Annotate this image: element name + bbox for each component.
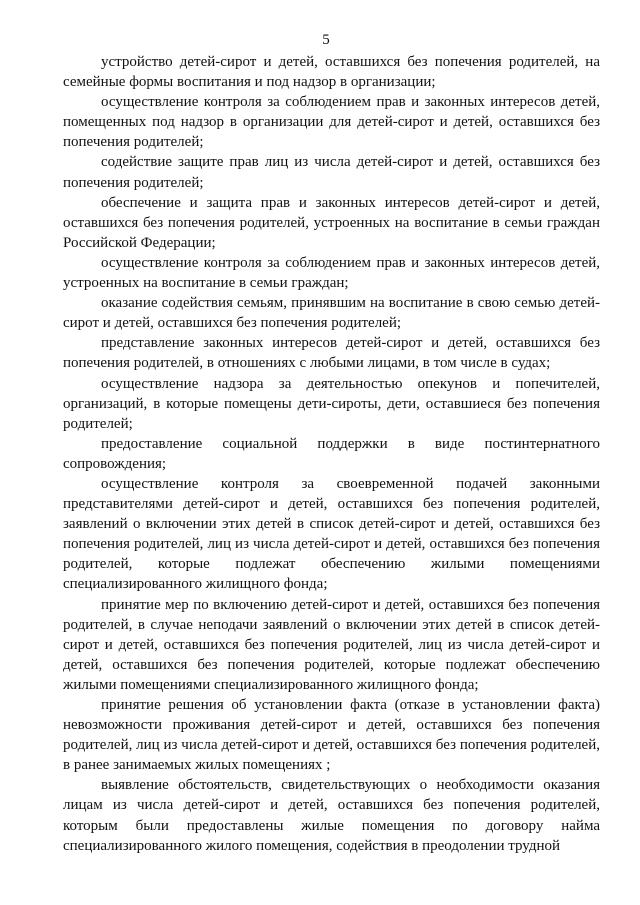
paragraph: осуществление контроля за соблюдением прав и законных интересов детей, устроенных на воспитание в семьи граждан; (63, 254, 600, 292)
paragraph: осуществление контроля за своевременной подачей законными представителями детей-сирот и детей, оставшихся без попечения родителей, заявлений о включении этих детей в список детей-сирот и детей, оставшихся без попечения родителей, лиц из числа детей-сирот и детей, оставшихся без попечения родителей, которые подлежат обеспечению жилыми помещениями специализированного жилищного фонда; (63, 475, 600, 593)
paragraph: оказание содействия семьям, принявшим на воспитание в свою семью детей-сирот и детей, оставшихся без попечения родителей; (63, 295, 600, 332)
paragraph: осуществление надзора за деятельностью опекунов и попечителей, организаций, в которые помещены дети-сироты, дети, оставшиеся без попечения родителей; (63, 375, 600, 432)
paragraph: осуществление контроля за соблюдением прав и законных интересов детей, помещенных под надзор в организации для детей-сирот и детей, оставшихся без попечения родителей; (63, 94, 600, 151)
paragraph: принятие решения об установлении факта (отказе в установлении факта) невозможности проживания детей-сирот и детей, оставшихся без попечения родителей, лиц из числа детей-сирот и детей, оставшихся без попечения родителей, в ранее занимаемых жилых помещениях ; (63, 697, 600, 774)
paragraph: предоставление социальной поддержки в виде постинтернатного сопровождения; (63, 435, 600, 472)
paragraph: устройство детей-сирот и детей, оставшихся без попечения родителей, на семейные формы воспитания и под надзор в организации; (63, 54, 600, 91)
paragraph: принятие мер по включению детей-сирот и детей, оставшихся без попечения родителей, в случае неподачи заявлений о включении этих детей в список детей-сирот и детей, оставшихся без попечения родителей, лиц из числа детей-сирот и детей, оставшихся без попечения родителей, которые подлежат обеспечению жилыми помещениями специализированного жилищного фонда; (63, 596, 600, 693)
paragraph: представление законных интересов детей-сирот и детей, оставшихся без попечения родителей, в отношениях с любыми лицами, в том числе в судах; (63, 335, 600, 372)
paragraph: обеспечение и защита прав и законных интересов детей-сирот и детей, оставшихся без попечения родителей, устроенных на воспитание в семьи граждан Российской Федерации; (63, 194, 600, 251)
document-body (63, 52, 600, 856)
paragraph: выявление обстоятельств, свидетельствующих о необходимости оказания лицам из числа детей-сирот и детей, оставшихся без попечения родителей, которым были предоставлены жилые помещения по договору найма специализированного жилого помещения, содействия в преодолении трудной (63, 777, 600, 854)
paragraph: содействие защите прав лиц из числа детей-сирот и детей, оставшихся без попечения родителей; (63, 154, 600, 191)
page-number: 5 (322, 32, 330, 48)
